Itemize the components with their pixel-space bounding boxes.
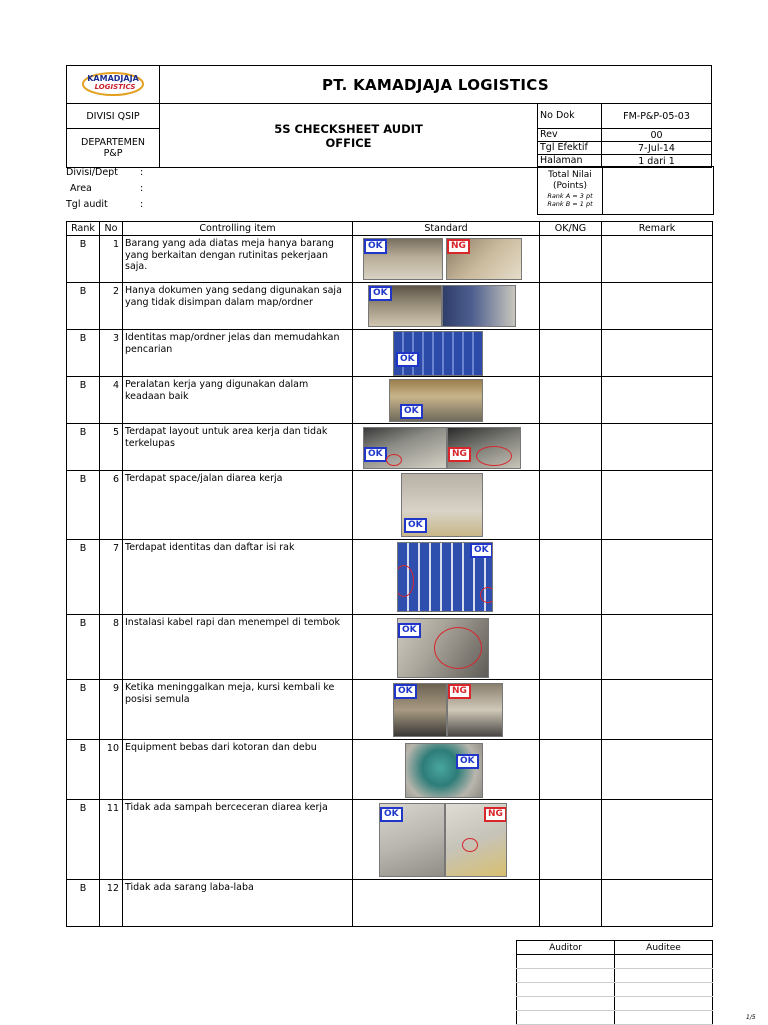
highlight-ring-icon — [476, 446, 512, 466]
auditee-signature-line[interactable] — [615, 969, 713, 983]
departemen-line1: DEPARTEMEN — [81, 137, 145, 148]
divisi-cell: DIVISI QSIP — [67, 104, 160, 129]
standard-cell — [353, 680, 540, 740]
kamadjaja-logo-icon — [78, 68, 148, 98]
item-cell: Instalasi kabel rapi dan menempel di tembok — [123, 615, 353, 680]
no-cell: 1 — [100, 236, 123, 283]
tgl-audit-label: Tgl audit — [66, 199, 108, 210]
ng-badge: NG — [484, 807, 507, 822]
photo — [446, 238, 522, 280]
ok-badge: OK — [400, 404, 423, 419]
col-header: Rank — [67, 222, 100, 236]
remark-cell[interactable] — [602, 471, 713, 540]
title-line1: 5S CHECKSHEET AUDIT — [274, 121, 423, 136]
remark-cell[interactable] — [602, 424, 713, 471]
col-header: OK/NG — [540, 222, 602, 236]
svg-text:LOGISTICS: LOGISTICS — [94, 83, 136, 91]
meta-label: No Dok — [538, 104, 602, 129]
meta-label: Tgl Efektif — [538, 142, 602, 155]
remark-cell[interactable] — [602, 330, 713, 377]
table-row — [67, 424, 713, 471]
photo — [405, 743, 483, 798]
rank-b-note: Rank B = 1 pt — [547, 200, 593, 208]
no-cell: 11 — [100, 800, 123, 880]
standard-cell — [353, 615, 540, 680]
table-row — [67, 471, 713, 540]
highlight-ring-icon — [397, 565, 414, 597]
rank-cell: B — [67, 540, 100, 615]
auditor-signature-line[interactable] — [517, 955, 615, 969]
checksheet-table — [66, 221, 713, 927]
no-cell: 3 — [100, 330, 123, 377]
auditee-header: Auditee — [615, 941, 713, 955]
no-cell: 8 — [100, 615, 123, 680]
info-divisi: Divisi/Dept : — [66, 167, 144, 178]
no-cell: 7 — [100, 540, 123, 615]
remark-cell[interactable] — [602, 236, 713, 283]
title-line2: OFFICE — [325, 135, 372, 150]
no-cell: 5 — [100, 424, 123, 471]
rank-cell: B — [67, 680, 100, 740]
rank-cell: B — [67, 800, 100, 880]
item-cell: Terdapat space/jalan diarea kerja — [123, 471, 353, 540]
rank-cell: B — [67, 740, 100, 800]
rank-cell: B — [67, 471, 100, 540]
document-header — [66, 65, 712, 168]
table-row — [67, 540, 713, 615]
ok-ng-cell[interactable] — [540, 800, 602, 880]
ok-ng-cell[interactable] — [540, 283, 602, 330]
photo — [393, 683, 447, 737]
auditee-signature-line[interactable] — [615, 997, 713, 1011]
company-logo — [67, 66, 160, 104]
total-score-label: Total Nilai (Points) Rank A = 3 pt Rank B = 1 pt — [538, 167, 603, 214]
meta-label: Halaman — [538, 155, 602, 168]
divisi-label: Divisi/Dept — [66, 167, 118, 178]
ng-badge: NG — [448, 684, 471, 699]
ok-badge: OK — [470, 543, 493, 558]
photo — [397, 618, 489, 678]
table-row — [67, 615, 713, 680]
ok-ng-cell[interactable] — [540, 615, 602, 680]
ng-badge: NG — [447, 239, 470, 254]
meta-value: 7-Jul-14 — [602, 142, 712, 155]
departemen-line2: P&P — [103, 148, 123, 159]
rank-cell: B — [67, 236, 100, 283]
table-row — [67, 880, 713, 927]
photo — [389, 379, 483, 422]
ok-ng-cell[interactable] — [540, 471, 602, 540]
no-cell: 4 — [100, 377, 123, 424]
no-cell: 2 — [100, 283, 123, 330]
rank-cell: B — [67, 615, 100, 680]
remark-cell[interactable] — [602, 615, 713, 680]
auditor-signature-line[interactable] — [517, 1011, 615, 1025]
photo — [442, 285, 516, 327]
ok-ng-cell[interactable] — [540, 377, 602, 424]
table-row — [67, 800, 713, 880]
ok-badge: OK — [398, 623, 421, 638]
rank-a-note: Rank A = 3 pt — [547, 192, 593, 200]
item-cell: Equipment bebas dari kotoran dan debu — [123, 740, 353, 800]
remark-cell[interactable] — [602, 800, 713, 880]
ok-badge: OK — [394, 684, 417, 699]
standard-cell — [353, 330, 540, 377]
company-name: PT. KAMADJAJA LOGISTICS — [160, 66, 712, 104]
photo — [447, 683, 503, 737]
remark-cell[interactable] — [602, 680, 713, 740]
ok-badge: OK — [404, 518, 427, 533]
total-score-box — [537, 166, 714, 215]
standard-cell — [353, 236, 540, 283]
col-header: Controlling item — [123, 222, 353, 236]
ok-ng-cell[interactable] — [540, 424, 602, 471]
rank-cell: B — [67, 330, 100, 377]
photo — [445, 803, 507, 877]
table-row — [67, 680, 713, 740]
photo — [363, 427, 447, 469]
ok-badge: OK — [456, 754, 479, 769]
meta-label: Rev — [538, 129, 602, 142]
no-cell: 6 — [100, 471, 123, 540]
auditor-signature-line[interactable] — [517, 997, 615, 1011]
no-cell: 12 — [100, 880, 123, 927]
remark-cell[interactable] — [602, 283, 713, 330]
rank-cell: B — [67, 283, 100, 330]
ok-ng-cell[interactable] — [540, 680, 602, 740]
ok-badge: OK — [364, 447, 387, 462]
standard-cell — [353, 424, 540, 471]
col-header: Remark — [602, 222, 713, 236]
item-cell: Terdapat identitas dan daftar isi rak — [123, 540, 353, 615]
table-row — [67, 330, 713, 377]
meta-value: FM-P&P-05-03 — [602, 104, 712, 129]
ok-badge: OK — [364, 239, 387, 254]
remark-cell[interactable] — [602, 540, 713, 615]
ok-badge: OK — [380, 807, 403, 822]
meta-value: 00 — [602, 129, 712, 142]
ok-badge: OK — [369, 286, 392, 301]
standard-cell — [353, 283, 540, 330]
info-area: Area : — [70, 183, 144, 194]
auditee-signature-line[interactable] — [615, 983, 713, 997]
meta-value: 1 dari 1 — [602, 155, 712, 168]
item-cell: Identitas map/ordner jelas dan memudahkan pencarian — [123, 330, 353, 377]
item-cell: Ketika meninggalkan meja, kursi kembali ke posisi semula — [123, 680, 353, 740]
auditee-signature-line[interactable] — [615, 955, 713, 969]
item-cell: Terdapat layout untuk area kerja dan tidak terkelupas — [123, 424, 353, 471]
standard-cell — [353, 740, 540, 800]
photo — [363, 238, 443, 280]
highlight-ring-icon — [462, 838, 478, 852]
table-row — [67, 283, 713, 330]
ok-ng-cell[interactable] — [540, 236, 602, 283]
auditor-header: Auditor — [517, 941, 615, 955]
signature-table — [516, 940, 713, 1025]
item-cell: Hanya dokumen yang sedang digunakan saja yang tidak disimpan dalam map/ordner — [123, 283, 353, 330]
standard-cell — [353, 880, 540, 927]
standard-cell — [353, 540, 540, 615]
ok-ng-cell[interactable] — [540, 330, 602, 377]
area-label: Area — [70, 183, 92, 194]
item-cell: Tidak ada sarang laba-laba — [123, 880, 353, 927]
standard-cell — [353, 471, 540, 540]
highlight-ring-icon — [480, 587, 493, 603]
highlight-ring-icon — [434, 627, 482, 669]
remark-cell[interactable] — [602, 377, 713, 424]
photo — [401, 473, 483, 537]
rank-cell: B — [67, 377, 100, 424]
table-row — [67, 236, 713, 283]
photo — [393, 331, 483, 376]
photo — [397, 542, 493, 612]
svg-text:KAMADJAJA: KAMADJAJA — [87, 74, 139, 83]
no-cell: 10 — [100, 740, 123, 800]
departemen-cell — [67, 129, 160, 168]
ok-ng-cell[interactable] — [540, 540, 602, 615]
table-row — [67, 740, 713, 800]
photo — [368, 285, 442, 327]
ok-badge: OK — [396, 352, 419, 367]
col-header: Standard — [353, 222, 540, 236]
item-cell: Peralatan kerja yang digunakan dalam keadaan baik — [123, 377, 353, 424]
auditee-signature-line[interactable] — [615, 1011, 713, 1025]
info-tgl: Tgl audit : — [66, 199, 144, 210]
photo — [447, 427, 521, 469]
rank-cell: B — [67, 880, 100, 927]
page-number: 1/5 — [746, 1014, 756, 1021]
table-header — [67, 222, 713, 236]
no-cell: 9 — [100, 680, 123, 740]
col-header: No — [100, 222, 123, 236]
auditor-signature-line[interactable] — [517, 983, 615, 997]
item-cell: Barang yang ada diatas meja hanya barang yang berkaitan dengan rutinitas pekerjaan saja. — [123, 236, 353, 283]
table-row — [67, 377, 713, 424]
remark-cell[interactable] — [602, 880, 713, 927]
standard-cell — [353, 377, 540, 424]
rank-cell: B — [67, 424, 100, 471]
document-title — [160, 104, 538, 168]
photo — [379, 803, 445, 877]
ok-ng-cell[interactable] — [540, 880, 602, 927]
remark-cell[interactable] — [602, 740, 713, 800]
auditor-signature-line[interactable] — [517, 969, 615, 983]
highlight-ring-icon — [386, 454, 402, 466]
item-cell: Tidak ada sampah berceceran diarea kerja — [123, 800, 353, 880]
standard-cell — [353, 800, 540, 880]
ok-ng-cell[interactable] — [540, 740, 602, 800]
ng-badge: NG — [448, 447, 471, 462]
